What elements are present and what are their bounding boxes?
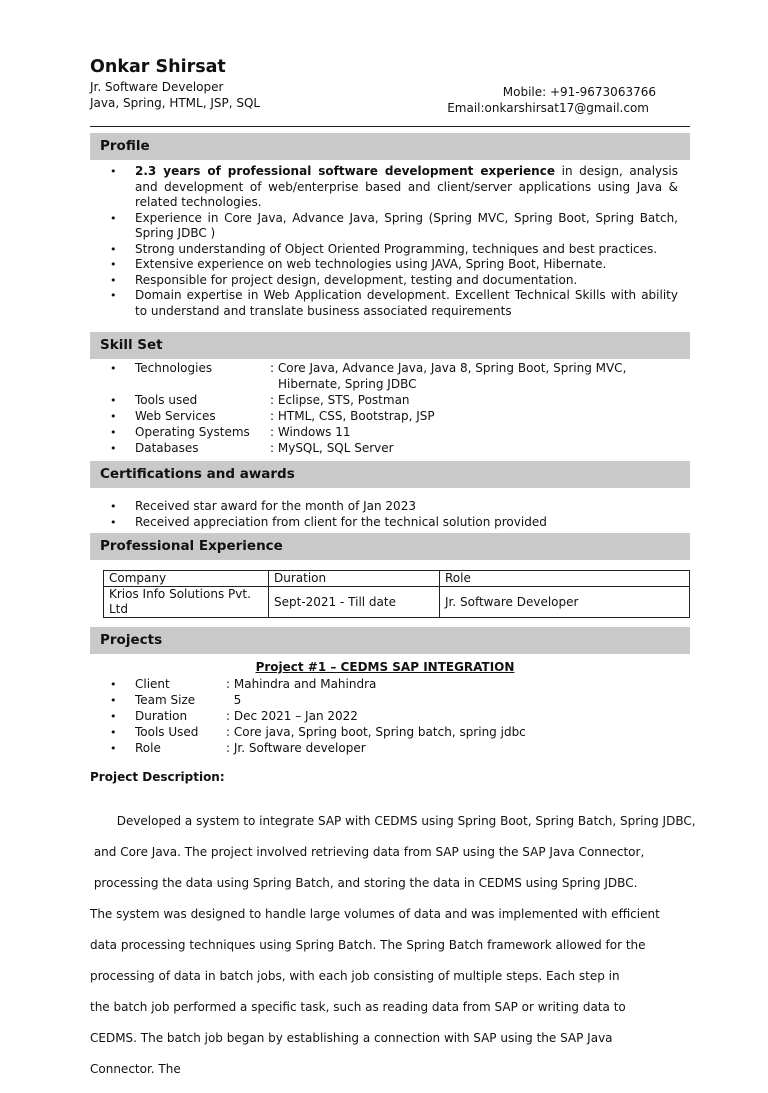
detail-value: : Core java, Spring boot, Spring batch, spring jdbc — [226, 725, 526, 739]
description-line: and Core Java. The project involved retrieving data from SAP using the SAP Java Connector, — [90, 844, 645, 859]
skill-label: Operating Systems — [135, 425, 250, 439]
detail-label: Team Size — [135, 693, 196, 707]
item-text: in design, analysis and development of web/enterprise based and client/server applications using Java & related technologies. — [135, 164, 678, 209]
column-header: Role — [440, 571, 690, 587]
email-address: Email:onkarshirsat17@gmail.com — [447, 101, 649, 115]
detail-label: Client — [135, 677, 170, 691]
list-item — [90, 677, 690, 693]
section-header-certifications — [90, 461, 690, 488]
skill-value: : Eclipse, STS, Postman — [270, 393, 410, 407]
list-item — [90, 393, 690, 409]
section-title: Projects — [100, 632, 163, 648]
list-item: • Experience in Core Java, Advance Java, Spring (Spring MVC, Spring Boot, Spring Batch, Spring JDBC ) — [90, 211, 678, 242]
candidate-name: Onkar Shirsat — [90, 57, 226, 77]
description-line: processing the data using Spring Batch, and storing the data in CEDMS using Spring JDBC. — [90, 875, 638, 890]
detail-value: : Dec 2021 – Jan 2022 — [226, 709, 358, 723]
section-title: Profile — [100, 138, 150, 154]
job-title: Jr. Software Developer — [90, 80, 224, 94]
project-details-list — [90, 677, 690, 757]
detail-label: Duration — [135, 709, 188, 723]
experience-table — [103, 570, 690, 618]
detail-value: : Jr. Software developer — [226, 741, 366, 755]
table-cell: Jr. Software Developer — [440, 587, 690, 618]
list-item: • Extensive experience on web technologies using JAVA, Spring Boot, Hibernate. — [90, 257, 678, 273]
detail-value: : Mahindra and Mahindra — [226, 677, 377, 691]
highlight-text: 2.3 years of professional software development experience — [135, 164, 555, 178]
skill-label: Databases — [135, 441, 199, 455]
list-item: • Received appreciation from client for the technical solution provided — [90, 515, 690, 531]
column-header: Duration — [269, 571, 440, 587]
section-header-profile — [90, 133, 690, 160]
description-line: Developed a system to integrate SAP with CEDMS using Spring Boot, Spring Batch, Spring JDBC, — [90, 813, 696, 828]
table-cell: Krios Info Solutions Pvt. Ltd — [104, 587, 269, 618]
skill-value: Hibernate, Spring JDBC — [278, 376, 417, 391]
list-item: • Domain expertise in Web Application development. Excellent Technical Skills with ability to understand and translate business associated requirements — [90, 288, 678, 319]
section-title: Professional Experience — [100, 538, 283, 554]
description-line: The system was designed to handle large volumes of data and was implemented with efficient — [90, 906, 660, 921]
project-description-heading: Project Description: — [90, 770, 225, 784]
header-divider — [90, 126, 690, 127]
skill-value: : Core Java, Advance Java, Java 8, Spring Boot, Spring MVC, — [270, 361, 627, 375]
description-line: processing of data in batch jobs, with each job consisting of multiple steps. Each step in — [90, 968, 620, 983]
column-header: Company — [104, 571, 269, 587]
section-header-experience — [90, 533, 690, 560]
list-item: • Strong understanding of Object Oriented Programming, techniques and best practices. — [90, 242, 678, 258]
detail-label: Tools Used — [135, 725, 199, 739]
section-title: Skill Set — [100, 337, 163, 353]
skill-label: Tools used — [135, 393, 198, 407]
list-item — [90, 164, 678, 211]
skills-list — [90, 361, 690, 457]
skill-label: Technologies — [135, 361, 213, 375]
skill-value: : MySQL, SQL Server — [270, 441, 394, 455]
list-item: • Responsible for project design, development, testing and documentation. — [90, 273, 678, 289]
list-item — [90, 725, 690, 741]
description-line: data processing techniques using Spring Batch. The Spring Batch framework allowed for the — [90, 937, 646, 952]
certifications-list — [90, 499, 690, 531]
profile-list — [90, 164, 678, 319]
detail-label: Role — [135, 741, 161, 755]
section-header-projects — [90, 627, 690, 654]
description-line: CEDMS. The batch job began by establishing a connection with SAP using the SAP Java — [90, 1030, 613, 1045]
project-title: Project #1 – CEDMS SAP INTEGRATION — [255, 660, 515, 674]
list-item: • Received star award for the month of Jan 2023 — [90, 499, 690, 515]
section-title: Certifications and awards — [100, 466, 295, 482]
table-cell: Sept-2021 - Till date — [269, 587, 440, 618]
list-item — [90, 361, 690, 393]
list-item — [90, 693, 690, 709]
list-item — [90, 741, 690, 757]
list-item — [90, 441, 690, 457]
project-description — [90, 798, 696, 1093]
list-item — [90, 409, 690, 425]
tech-stack: Java, Spring, HTML, JSP, SQL — [90, 96, 261, 110]
skill-label: Web Services — [135, 409, 216, 423]
table-row — [104, 587, 690, 618]
list-item — [90, 709, 690, 725]
section-header-skills — [90, 332, 690, 359]
description-line: Connector. The — [90, 1061, 181, 1076]
skill-value: : HTML, CSS, Bootstrap, JSP — [270, 409, 435, 423]
list-item — [90, 425, 690, 441]
detail-value: 5 — [226, 693, 242, 707]
table-header-row — [104, 571, 690, 587]
skill-value: : Windows 11 — [270, 425, 351, 439]
mobile-number: Mobile: +91-9673063766 — [502, 85, 656, 99]
description-line: the batch job performed a specific task, such as reading data from SAP or writing data to — [90, 999, 626, 1014]
